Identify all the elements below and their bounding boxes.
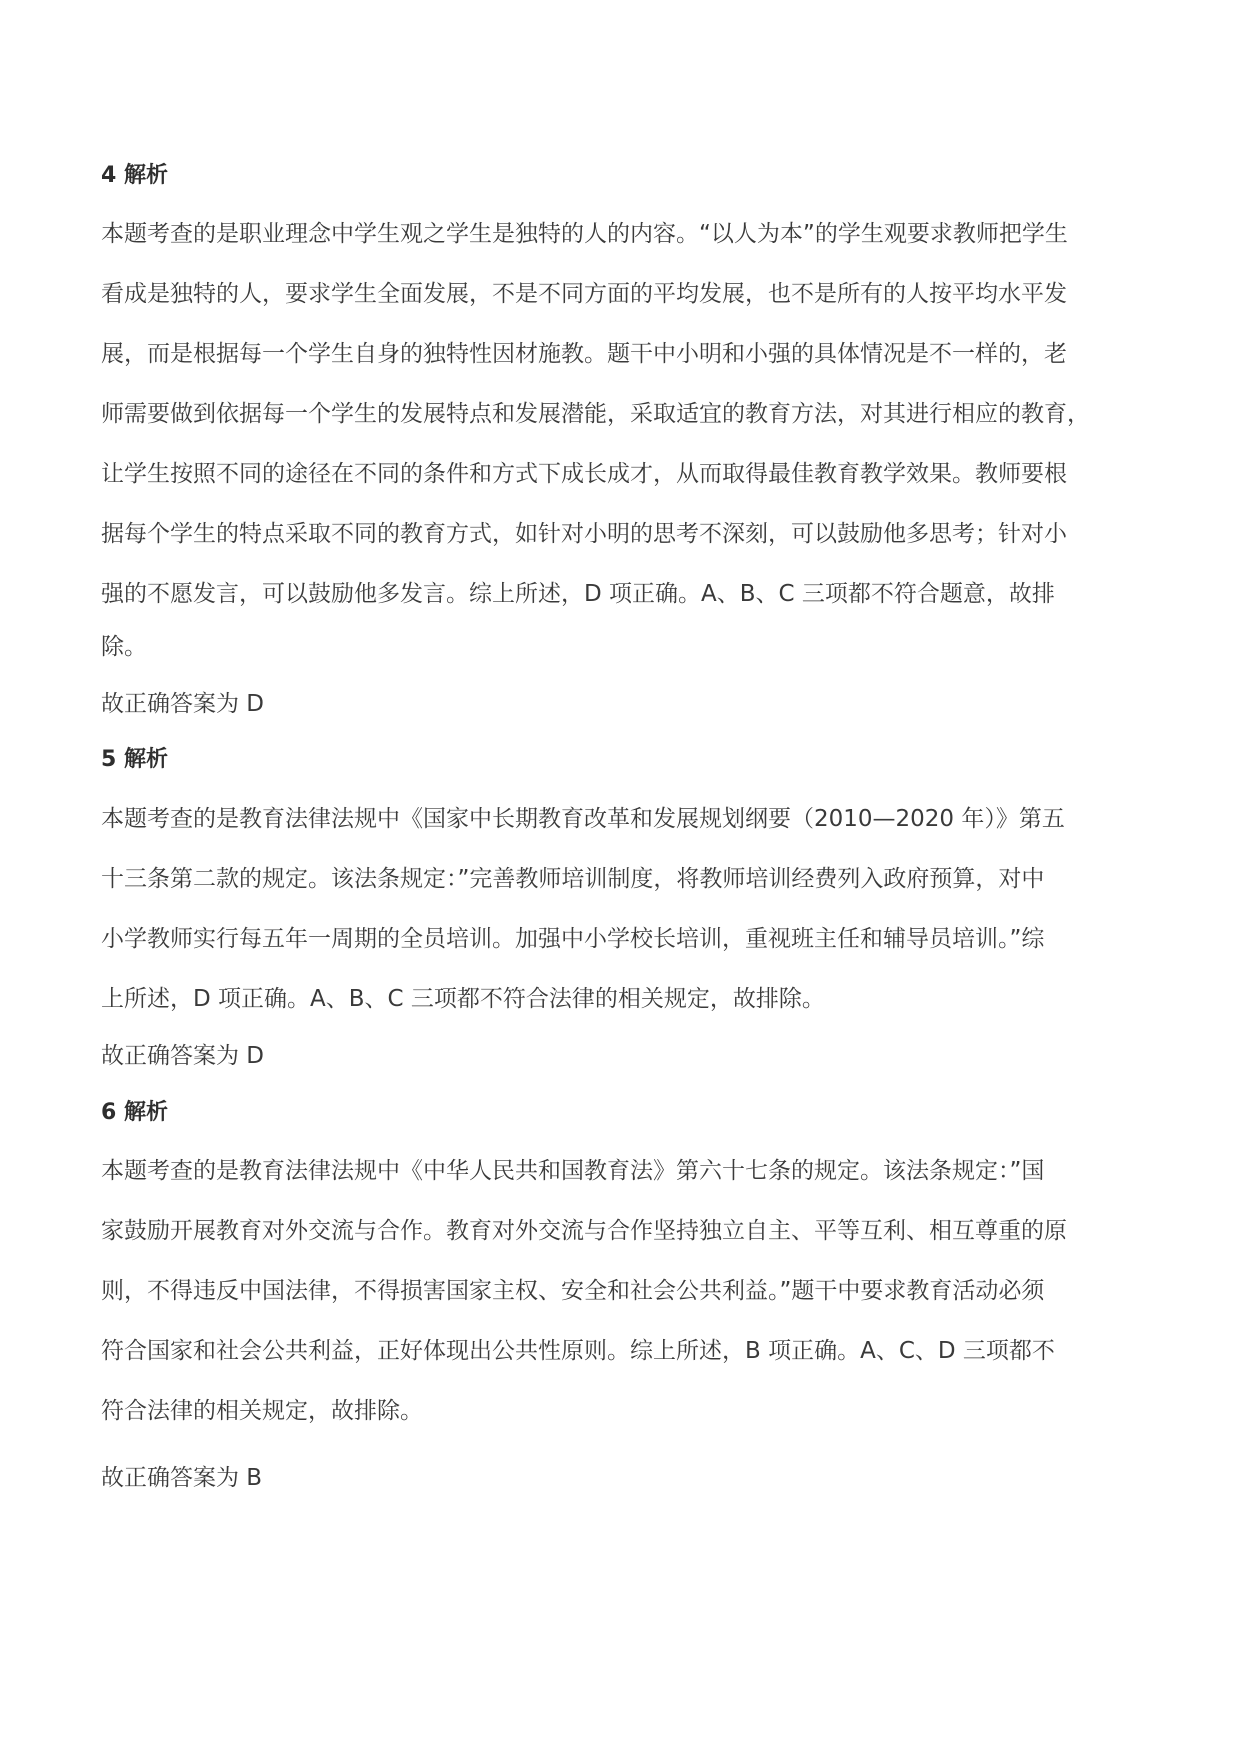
section-heading-4: 4 解析 bbox=[101, 163, 168, 188]
section-4-line-2: 看成是独特的人，要求学生全面发展，不是不同方面的平均发展，也不是所有的人按平均水平发 bbox=[101, 281, 1067, 307]
section-5-line-1: 本题考查的是教育法律法规中《国家中长期教育改革和发展规划纲要（2010—2020 年）》第五 bbox=[101, 806, 1065, 832]
section-6-line-2: 家鼓励开展教育对外交流与合作。教育对外交流与合作坚持独立自主、平等互利、相互尊重的原 bbox=[101, 1218, 1067, 1244]
section-6-line-3: 则，不得违反中国法律，不得损害国家主权、安全和社会公共利益。”题干中要求教育活动必须 bbox=[101, 1278, 1045, 1304]
section-6-answer: 故正确答案为 B bbox=[101, 1465, 263, 1491]
section-heading-6: 6 解析 bbox=[101, 1100, 168, 1125]
section-5-line-2: 十三条第二款的规定。该法条规定：”完善教师培训制度，将教师培训经费列入政府预算，对中 bbox=[101, 866, 1045, 892]
section-4-line-8: 除。 bbox=[101, 634, 147, 660]
section-6-line-5: 符合法律的相关规定，故排除。 bbox=[101, 1398, 423, 1424]
section-4-line-4: 师需要做到依据每一个学生的发展特点和发展潜能，采取适宜的教育方法，对其进行相应的教育， bbox=[101, 401, 1090, 427]
section-5-answer: 故正确答案为 D bbox=[101, 1043, 265, 1069]
section-4-line-1: 本题考查的是职业理念中学生观之学生是独特的人的内容。“以人为本”的学生观要求教师把学生 bbox=[101, 221, 1068, 247]
section-6-line-4: 符合国家和社会公共利益，正好体现出公共性原则。综上所述，B 项正确。A、C、D 三项都不 bbox=[101, 1338, 1055, 1364]
section-4-line-3: 展，而是根据每一个学生自身的独特性因材施教。题干中小明和小强的具体情况是不一样的，老 bbox=[101, 341, 1067, 367]
section-4-line-6: 据每个学生的特点采取不同的教育方式，如针对小明的思考不深刻，可以鼓励他多思考；针对小 bbox=[101, 521, 1067, 547]
section-heading-5: 5 解析 bbox=[101, 747, 168, 772]
section-5-line-3: 小学教师实行每五年一周期的全员培训。加强中小学校长培训，重视班主任和辅导员培训。”综 bbox=[101, 926, 1045, 952]
section-4-line-7: 强的不愿发言，可以鼓励他多发言。综上所述，D 项正确。A、B、C 三项都不符合题意，故排 bbox=[101, 581, 1055, 607]
section-6-line-1: 本题考查的是教育法律法规中《中华人民共和国教育法》第六十七条的规定。该法条规定：”国 bbox=[101, 1158, 1045, 1184]
section-4-answer: 故正确答案为 D bbox=[101, 691, 265, 717]
section-5-line-4: 上所述，D 项正确。A、B、C 三项都不符合法律的相关规定，故排除。 bbox=[101, 986, 825, 1012]
section-4-line-5: 让学生按照不同的途径在不同的条件和方式下成长成才，从而取得最佳教育教学效果。教师要根 bbox=[101, 461, 1067, 487]
